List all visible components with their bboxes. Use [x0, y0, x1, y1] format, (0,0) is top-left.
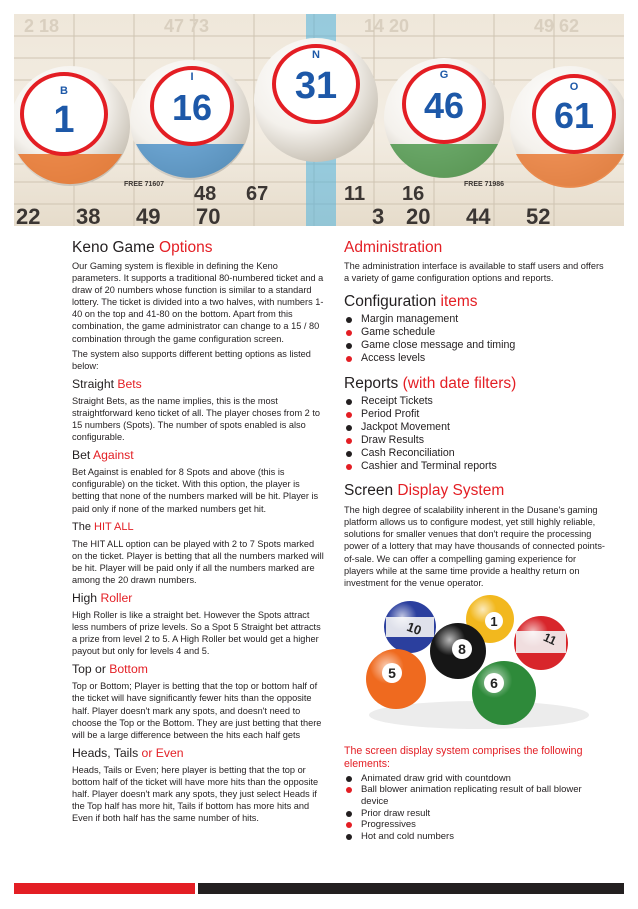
pool-balls-image: [344, 595, 606, 735]
list-item-label: Margin management: [361, 313, 459, 326]
list-item: [344, 421, 606, 434]
pool-balls-illustration: [344, 595, 606, 735]
bullet-icon: [346, 822, 352, 828]
svg-text:61: 61: [553, 95, 595, 136]
bullet-icon: [346, 343, 352, 349]
bullet-icon: [346, 834, 352, 840]
administration-text: The administration interface is available to staff users and offers a variety of game configuration options and reports.: [344, 261, 604, 284]
bullet-icon: [346, 451, 352, 457]
free-label: FREE 71986: [464, 181, 505, 188]
list-item-label: Access levels: [361, 352, 426, 365]
straight-bets-heading: [72, 377, 326, 392]
pool-ball-8: [430, 623, 486, 679]
bullet-icon: [346, 425, 352, 431]
hit-all-text: The HIT ALL option can be played with 2 to 7 Spots marked on the ticket. Player is betting that all the numbers marked will be hit. Player will be paid only if all the numbers marked are among the 20 drawn numbers.: [72, 538, 324, 585]
administration-heading: [344, 238, 606, 257]
bet-against-heading: [72, 448, 326, 463]
heading-plain: Reports: [344, 374, 403, 392]
pool-ball-10: [384, 601, 436, 653]
reports-heading: [344, 374, 606, 393]
list-item: [344, 434, 606, 447]
bet-against-text: Bet Against is enabled for 8 Spots and above (this is configurable) on the ticket. With this option, the player is betting that none of the numbers marked will be hit. Player is paid only if none of the marked numbers get hit.: [72, 467, 319, 514]
heading-plain: Screen: [344, 482, 398, 500]
list-item-label: Game schedule: [361, 326, 436, 339]
list-item: [344, 313, 606, 326]
ticket-number: 67: [246, 183, 269, 205]
ticket-number: 38: [76, 204, 101, 226]
top-bottom-text: Top or Bottom; Player is betting that the top or bottom half of the ticket will have significantly fewer hits than the opposite half. Player doesn't mark any spots, and doesn't need to choose the Top or the Bottom. They are just betting that there will be a large difference between the hits each half gets: [72, 681, 322, 740]
bingo-ball-o: [510, 66, 624, 188]
heads-tails-text: Heads, Tails or Even; here player is betting that the top or bottom half of the ticket will have more hits than the opposite half. Player doesn't mark any spots, they just select Heads if the Top half has more hit, Tails if bottom has more hits and Even if both half has the same number of hits.: [72, 764, 319, 824]
bullet-icon: [346, 317, 352, 323]
screen-display-heading: [344, 481, 606, 500]
list-item: [344, 326, 606, 339]
footer-bar-black: [198, 883, 624, 894]
svg-text:14 20: 14 20: [364, 16, 410, 36]
svg-text:49 62: 49 62: [534, 16, 580, 36]
svg-text:1: 1: [53, 99, 75, 141]
reports-list: [344, 395, 606, 474]
ticket-number: 49: [136, 204, 161, 226]
svg-text:N: N: [312, 49, 320, 61]
configuration-list: [344, 313, 606, 365]
keno-intro-options: The system also supports different betting options as listed below:: [72, 348, 311, 371]
svg-text:11: 11: [541, 629, 559, 648]
list-item: [344, 408, 606, 421]
ticket-number: 52: [526, 204, 551, 226]
ticket-number: 70: [196, 204, 221, 226]
heading-accent: items: [440, 293, 478, 311]
bingo-ball-b: [14, 66, 130, 186]
svg-text:I: I: [190, 71, 194, 83]
bullet-icon: [346, 356, 352, 362]
ticket-number: 3: [372, 204, 385, 226]
heading-accent: Display System: [397, 482, 505, 500]
heads-tails-heading: [72, 746, 326, 761]
heading-plain: Straight: [72, 376, 118, 391]
bingo-balls-illustration: [14, 14, 624, 226]
heading-plain: High: [72, 590, 101, 605]
footer-bar-red: [14, 883, 195, 894]
bullet-icon: [346, 412, 352, 418]
administration-column: [344, 238, 606, 842]
list-item: [344, 808, 606, 820]
svg-text:G: G: [439, 69, 449, 81]
list-item: [344, 339, 606, 352]
ticket-number: 20: [406, 204, 431, 226]
heading-accent: Bottom: [109, 662, 148, 677]
list-item: [344, 773, 606, 785]
list-item-label: Progressives: [361, 819, 416, 831]
list-item: [344, 395, 606, 408]
list-item-label: Ball blower animation replicating result of ball blower device: [361, 784, 582, 807]
ticket-number: 22: [16, 204, 41, 226]
hero-image: [14, 14, 624, 226]
list-item-label: Cash Reconciliation: [361, 446, 455, 459]
bullet-icon: [346, 399, 352, 405]
svg-text:2 18: 2 18: [24, 16, 60, 36]
high-roller-heading: [72, 591, 326, 606]
heading-accent: or Even: [141, 745, 184, 760]
top-bottom-heading: [72, 662, 326, 677]
ticket-number: 16: [402, 183, 425, 205]
keno-intro: Our Gaming system is flexible in defining the Keno parameters. It supports a traditional 80-numbered ticket and a draw of 20 numbers whose function is similar to a standard lottery. The ticket is divided into a two halves, with numbers 1-40 on the top and 41-80 on the bottom. Apart from this combination, the game administrator can change to a 15 / 80 combination through the game configuration screen.: [72, 261, 324, 344]
heading-accent: Against: [93, 448, 134, 463]
list-item: [344, 819, 606, 831]
list-item: [344, 352, 606, 365]
list-item-label: Game close message and timing: [361, 339, 516, 352]
heading-accent: (with date filters): [402, 374, 517, 392]
bullet-icon: [346, 464, 352, 470]
svg-text:B: B: [60, 85, 68, 97]
bullet-icon: [346, 811, 352, 817]
svg-text:47 73: 47 73: [164, 16, 210, 36]
heading-accent: Options: [159, 239, 213, 256]
keno-options-column: [72, 238, 326, 824]
list-item: [344, 831, 606, 843]
svg-text:5: 5: [388, 664, 396, 681]
heading-accent: Administration: [344, 239, 443, 256]
hit-all-heading: [72, 520, 326, 535]
list-item: [344, 447, 606, 460]
bingo-ball-n: [254, 38, 378, 162]
bingo-ball-g: [384, 58, 504, 178]
svg-text:10: 10: [404, 618, 424, 638]
heading-plain: Top or: [72, 662, 110, 677]
heading-accent: HIT ALL: [94, 520, 134, 533]
heading-plain: Configuration: [344, 293, 441, 311]
high-roller-text: High Roller is like a straight bet. However the Spots attract less numbers of prize levels. So a Spot 5 Straight bet attracts a prize from level 2 to 5. A High Roller bet would get a higher payout but only for levels 4 and 5.: [72, 609, 321, 657]
screen-display-list: [344, 773, 606, 843]
bingo-ball-i: [130, 60, 250, 180]
bullet-icon: [346, 330, 352, 336]
bullet-icon: [346, 776, 352, 782]
svg-text:6: 6: [490, 674, 498, 691]
list-item: [344, 460, 606, 473]
list-item-label: Jackpot Movement: [361, 420, 450, 433]
list-item-label: Animated draw grid with countdown: [361, 772, 511, 784]
list-item-label: Cashier and Terminal reports: [361, 460, 497, 473]
heading-plain: The: [72, 520, 95, 533]
screen-display-elements-intro: The screen display system comprises the following elements:: [344, 744, 583, 770]
straight-bets-text: Straight Bets, as the name implies, this is the most straightforward keno ticket of all. The player choses from 2 to 15 numbers (Spots). The number of spots enabled is also configurable.: [72, 395, 321, 443]
list-item-label: Period Profit: [361, 407, 420, 420]
heading-plain: Bet: [72, 448, 94, 463]
screen-display-text: The high degree of scalability inherent in the Dusane's gaming platform allows us to configure modest, yet still highly reliable, solutions for smaller venues that don't require the processing power of a lottery that may have thousands of connected points-of-sale. We can offer a compelling gaming experience for players while at the same time provide a healthy return on investment for the venue operator.: [344, 505, 605, 588]
bullet-icon: [346, 787, 352, 793]
svg-text:46: 46: [423, 85, 465, 126]
ticket-number: 11: [344, 183, 366, 205]
heading-plain: Heads, Tails: [72, 745, 142, 760]
configuration-heading: [344, 292, 606, 311]
ticket-number: 48: [194, 183, 217, 205]
svg-text:O: O: [569, 81, 579, 93]
pool-ball-11: [514, 616, 568, 670]
svg-text:8: 8: [458, 640, 466, 657]
svg-text:16: 16: [171, 87, 213, 128]
free-label: FREE 71607: [124, 181, 165, 188]
svg-text:1: 1: [490, 613, 498, 629]
list-item-label: Draw Results: [361, 433, 424, 446]
svg-text:31: 31: [294, 65, 338, 107]
list-item: [344, 784, 606, 807]
pool-ball-5: [366, 649, 426, 709]
list-item-label: Hot and cold numbers: [361, 830, 454, 842]
heading-accent: Bets: [117, 376, 142, 391]
list-item-label: Prior draw result: [361, 807, 431, 819]
heading-plain: Keno Game: [72, 239, 160, 256]
heading-accent: Roller: [100, 590, 133, 605]
bullet-icon: [346, 438, 352, 444]
ticket-number: 44: [466, 204, 491, 226]
keno-options-heading: [72, 238, 326, 257]
list-item-label: Receipt Tickets: [361, 394, 433, 407]
pool-ball-6: [472, 661, 536, 725]
